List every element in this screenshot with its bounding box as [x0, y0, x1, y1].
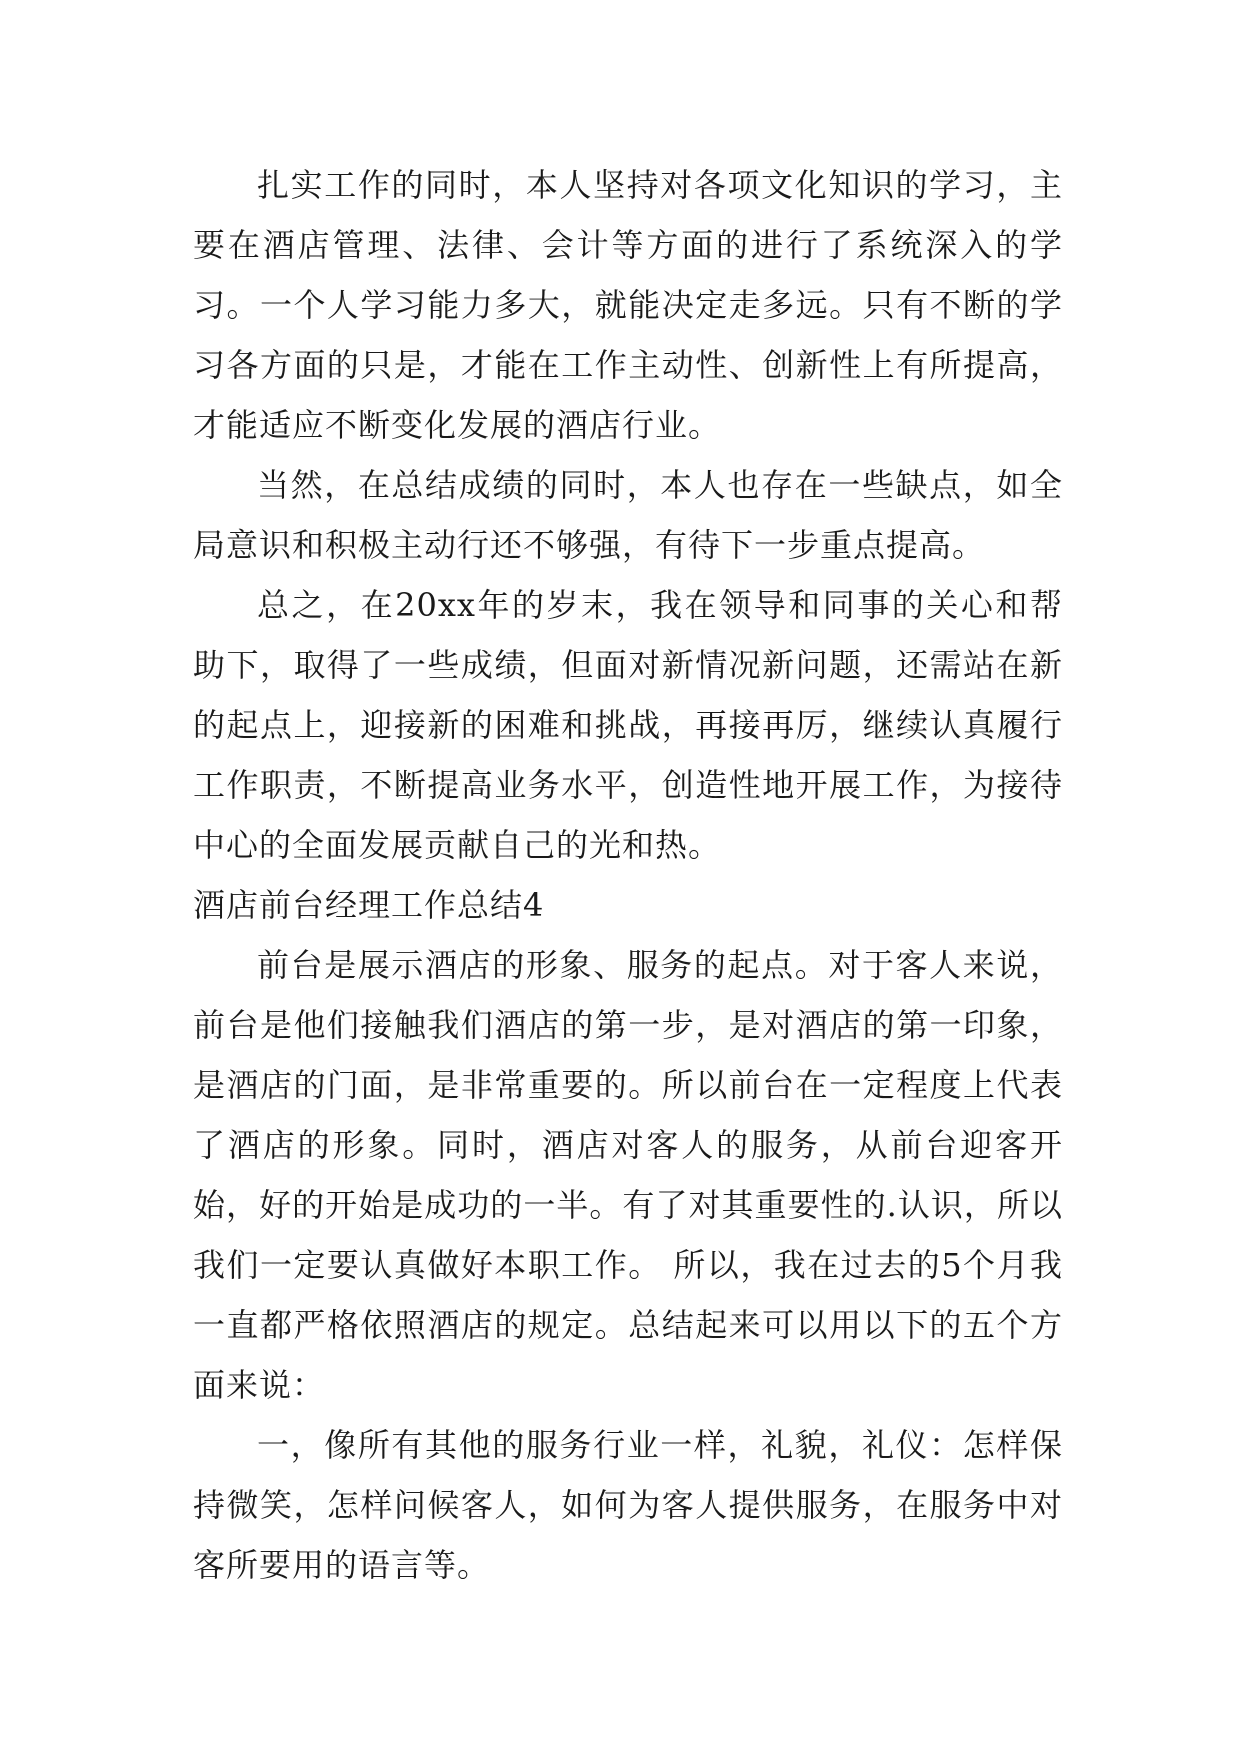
paragraph-shortcomings: 当然，在总结成绩的同时，本人也存在一些缺点，如全局意识和积极主动行还不够强，有待下一步重点提高。 — [193, 466, 1063, 564]
section-title: 酒店前台经理工作总结4 — [193, 886, 545, 924]
paragraph-front-desk-intro: 前台是展示酒店的形象、服务的起点。对于客人来说，前台是他们接触我们酒店的第一步，是对酒店的第一印象，是酒店的门面，是非常重要的。所以前台在一定程度上代表了酒店的形象。同时，酒店对客人的服务，从前台迎客开始，好的开始是成功的一半。有了对其重要性的.认识，所以我们一定要认真做好本职工作。 所以，我在过去的5个月我一直都严格依照酒店的规定。总结起来可以用以下的五个方面来说： — [193, 946, 1063, 1404]
paragraph-study: 扎实工作的同时，本人坚持对各项文化知识的学习，主要在酒店管理、法律、会计等方面的进行了系统深入的学习。一个人学习能力多大，就能决定走多远。只有不断的学习各方面的只是，才能在工作主动性、创新性上有所提高，才能适应不断变化发展的酒店行业。 — [193, 166, 1063, 444]
paragraph-point-one: 一，像所有其他的服务行业一样，礼貌，礼仪：怎样保持微笑，怎样问候客人，如何为客人提供服务，在服务中对客所要用的语言等。 — [193, 1426, 1063, 1584]
document-page — [193, 155, 1063, 1595]
paragraph-conclusion: 总之，在20xx年的岁末，我在领导和同事的关心和帮助下，取得了一些成绩，但面对新情况新问题，还需站在新的起点上，迎接新的困难和挑战，再接再厉，继续认真履行工作职责，不断提高业务水平，创造性地开展工作，为接待中心的全面发展贡献自己的光和热。 — [193, 586, 1063, 864]
